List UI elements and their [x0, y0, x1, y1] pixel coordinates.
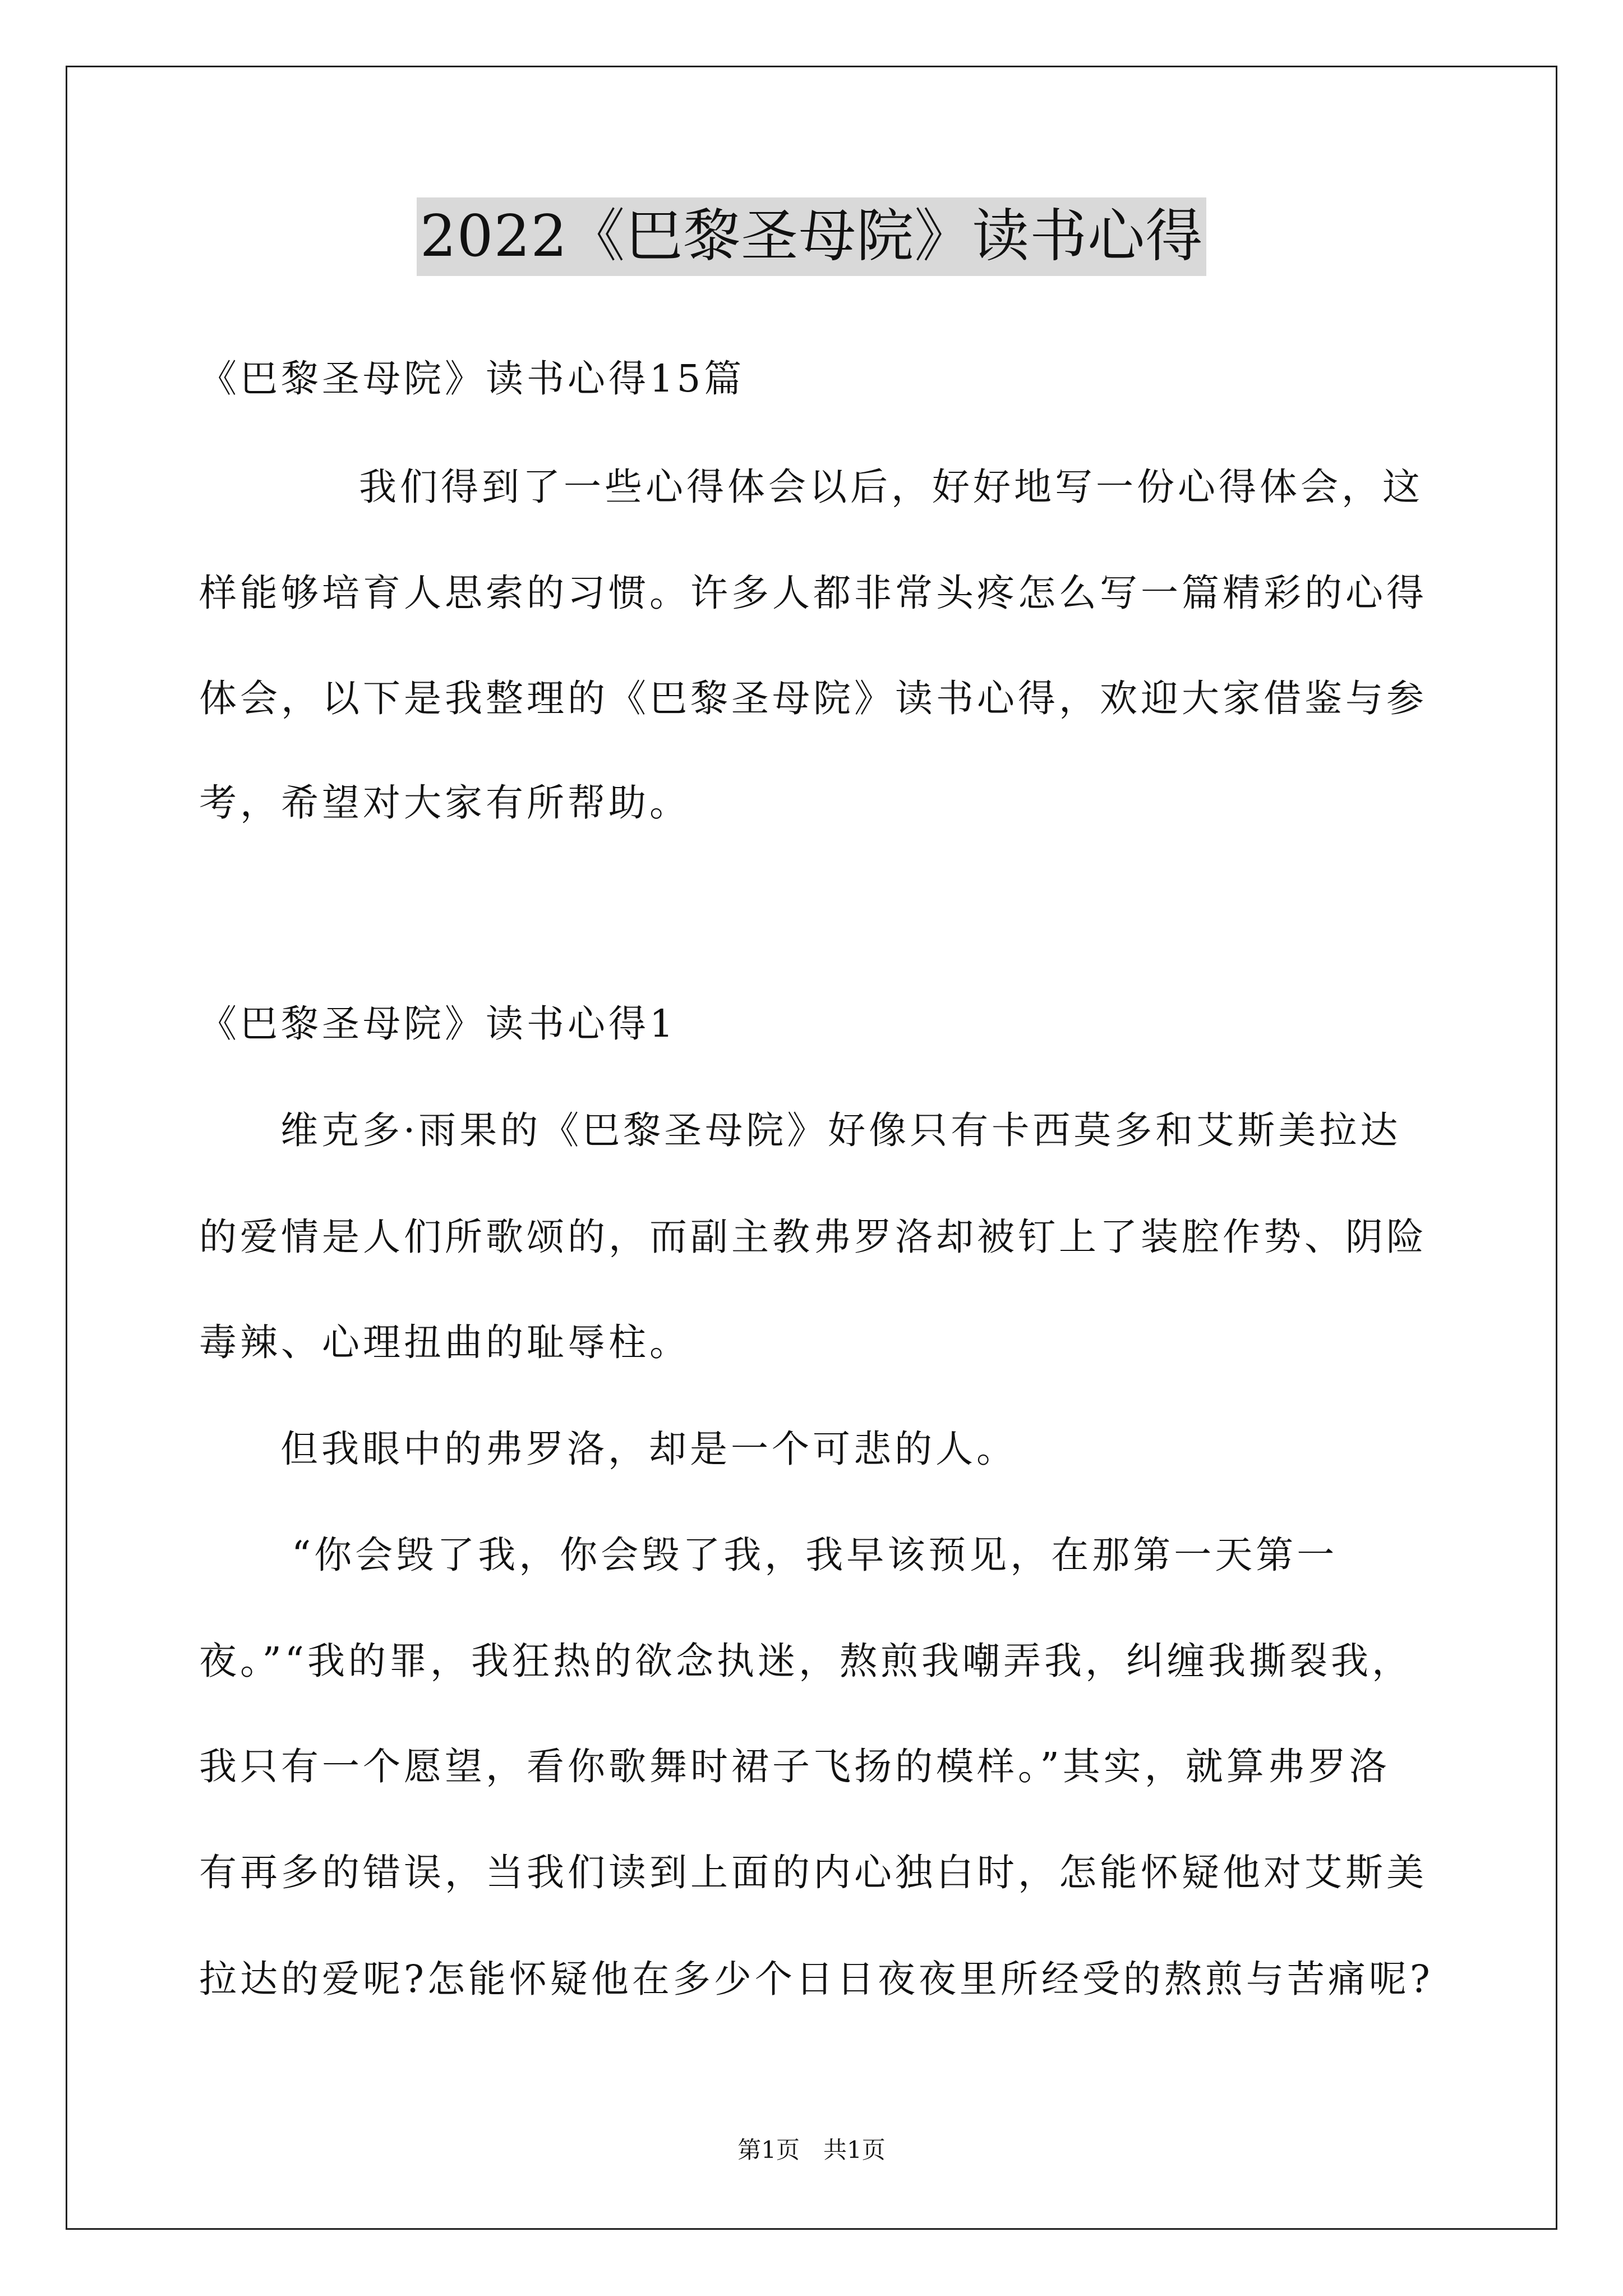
intro-line: 我们得到了一些心得体会以后，好好地写一份心得体会，这 — [359, 465, 1423, 509]
intro-line: 样能够培育人思索的习惯。许多人都非常头疼怎么写一篇精彩的心得 — [199, 571, 1427, 615]
paragraph-line: 我只有一个愿望，看你歌舞时裙子飞扬的模样。”其实，就算弗罗洛 — [199, 1745, 1390, 1788]
paragraph-line: “你会毁了我，你会毁了我，我早该预见，在那第一天第一 — [292, 1533, 1338, 1577]
title-container — [0, 197, 1623, 276]
paragraph-line: 的爱情是人们所歌颂的，而副主教弗罗洛却被钉上了装腔作势、阴险 — [199, 1215, 1427, 1259]
paragraph-line: 维克多·雨果的《巴黎圣母院》好像只有卡西莫多和艾斯美拉达 — [280, 1108, 1401, 1152]
section-heading: 《巴黎圣母院》读书心得1 — [199, 1002, 677, 1046]
paragraph-line: 毒辣、心理扭曲的耻辱柱。 — [199, 1320, 690, 1364]
document-subtitle: 《巴黎圣母院》读书心得15篇 — [199, 357, 745, 401]
document-title: 2022《巴黎圣母院》读书心得 — [417, 197, 1207, 276]
paragraph-line: 有再多的错误，当我们读到上面的内心独白时，怎能怀疑他对艾斯美 — [199, 1851, 1427, 1894]
paragraph-line: 但我眼中的弗罗洛，却是一个可悲的人。 — [280, 1427, 1017, 1471]
intro-line: 体会，以下是我整理的《巴黎圣母院》读书心得，欢迎大家借鉴与参 — [199, 677, 1427, 720]
paragraph-line: 拉达的爱呢?怎能怀疑他在多少个日日夜夜里所经受的熬煎与苦痛呢? — [199, 1957, 1433, 2001]
intro-line: 考，希望对大家有所帮助。 — [199, 781, 690, 825]
page-footer: 第1页 共1页 — [737, 2136, 886, 2164]
paragraph-line: 夜。”“我的罪，我狂热的欲念执迷，熬煎我嘲弄我，纠缠我撕裂我， — [199, 1639, 1413, 1683]
